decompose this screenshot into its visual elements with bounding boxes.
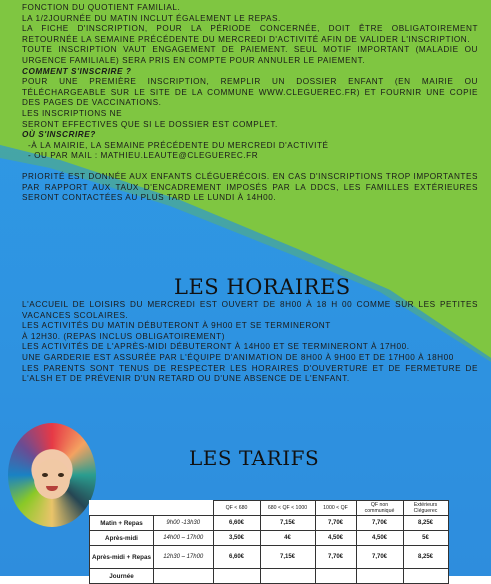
engagement-paragraph: TOUTE INSCRIPTION VAUT ENGAGEMENT DE PAIEMENT. SEUL MOTIF IMPORTANT (MALADIE OU URGENCE FAMILIALE) SERA PRIS EN COMPTE POUR ANNULER LE PAIEMENT. [22, 45, 478, 65]
row-time: 12h30 – 17h00 [154, 546, 214, 569]
price-cell: 8,25€ [403, 546, 448, 569]
child-painted-hands-photo [8, 423, 96, 527]
ou-heading: OÙ S'INSCRIRE? [22, 130, 96, 140]
row-time: 14h00 – 17h00 [154, 531, 214, 546]
price-cell: 7,70€ [356, 516, 403, 531]
price-cell [260, 569, 315, 584]
price-cell [315, 569, 356, 584]
table-row [90, 516, 449, 531]
table-row [90, 531, 449, 546]
eye [42, 473, 48, 477]
price-cell: 4,50€ [315, 531, 356, 546]
text-line: SERONT EFFECTIVES QUE SI LE DOSSIER EST COMPLET. [22, 119, 278, 129]
row-label: Après-midi [90, 531, 154, 546]
text-line: À 12H30. (REPAS INCLUS OBLIGATOIREMENT) [22, 331, 225, 341]
fiche-paragraph: LA FICHE D'INSCRIPTION, POUR LA PÉRIODE CONCERNÉE, DOIT ÊTRE OBLIGATOIREMENT RETOURNÉE LA SEMAINE PRÉCÉDENTE DU MERCREDI D'ACTIVITÉ AFIN DE VALIDER L'INSCRIPTION. [22, 24, 478, 44]
empty-cell [154, 501, 214, 516]
price-cell [356, 569, 403, 584]
accueil-paragraph: L'ACCUEIL DE LOISIRS DU MERCREDI EST OUVERT DE 8H00 À 18 H 00 COMME SUR LES PETITES VACANCES SCOLAIRES. [22, 300, 478, 320]
price-cell: 5€ [403, 531, 448, 546]
price-cell: 4,50€ [356, 531, 403, 546]
column-header: Extérieurs Cléguerec [403, 501, 448, 516]
text-line: LA 1/2JOURNÉE DU MATIN INCLUT ÉGALEMENT LE REPAS. [22, 13, 281, 23]
price-cell: 6,60€ [213, 546, 260, 569]
table-header-row [90, 501, 449, 516]
tarifs-title: LES TARIFS [189, 446, 320, 470]
price-cell: 8,25€ [403, 516, 448, 531]
price-cell: 6,60€ [213, 516, 260, 531]
ou-mail: - OU PAR MAIL : MATHIEU.LEAUTE@CLEGUEREC.FR [28, 151, 259, 161]
text-line: LES ACTIVITÉS DU MATIN DÉBUTERONT À 9H00 ET SE TERMINERONT [22, 321, 331, 331]
column-header: QF non communiqué [356, 501, 403, 516]
price-cell: 3,50€ [213, 531, 260, 546]
row-label: Journée [90, 569, 154, 584]
price-cell: 7,70€ [315, 516, 356, 531]
row-label: Matin + Repas [90, 516, 154, 531]
price-cell: 7,70€ [315, 546, 356, 569]
row-time [154, 569, 214, 584]
priorite-paragraph: PRIORITÉ EST DONNÉE AUX ENFANTS CLÉGUERÉCOIS. EN CAS D'INSCRIPTIONS TROP IMPORTANTES PAR RAPPORT AUX TAUX D'ENCADREMENT IMPOSÉS PAR LA DDCS, LES FAMILLES EXTÉRIEURES SERONT CONTACTÉES AU PLUS TARD LE LUNDI À 14H00. [22, 171, 478, 203]
row-time: 9h00 -13h30 [154, 516, 214, 531]
tarifs-table [89, 500, 449, 584]
row-label: Après-midi + Repas [90, 546, 154, 569]
eye [58, 473, 64, 477]
inscription-text [22, 3, 478, 204]
price-cell: 7,15€ [260, 546, 315, 569]
price-cell: 7,70€ [356, 546, 403, 569]
child-face [34, 459, 70, 499]
price-cell: 7,15€ [260, 516, 315, 531]
text-line: FONCTION DU QUOTIENT FAMILIAL. [22, 3, 181, 12]
price-cell [213, 569, 260, 584]
comment-paragraph: POUR UNE PREMIÈRE INSCRIPTION, REMPLIR UN DOSSIER ENFANT (EN MAIRIE OU TÉLÉCHARGEABLE SUR LE SITE DE LA COMMUNE WWW.CLEGUEREC.FR) ET FOURNIR UNE COPIE DES PAGES DE VACCINATIONS. [22, 77, 478, 108]
table-row [90, 546, 449, 569]
comment-heading: COMMENT S'INSCRIRE ? [22, 66, 132, 76]
horaires-text [22, 300, 478, 385]
text-line: LES INSCRIPTIONS NE [22, 108, 123, 118]
apresmidi-paragraph: LES ACTIVITÉS DE L'APRÈS-MIDI DÉBUTERONT À 14H00 ET SE TERMINERONT À 17H00. [22, 342, 410, 352]
price-cell: 4€ [260, 531, 315, 546]
horaires-title: LES HORAIRES [174, 275, 351, 299]
garderie-paragraph: UNE GARDERIE EST ASSURÉE PAR L'ÉQUIPE D'ANIMATION DE 8H00 À 9H00 ET DE 17H00 À 18H00 [22, 352, 454, 362]
empty-cell [90, 501, 154, 516]
price-cell [403, 569, 448, 584]
parents-paragraph: LES PARENTS SONT TENUS DE RESPECTER LES HORAIRES D'OUVERTURE ET DE FERMETURE DE L'ALSH ET DE PRÉVENIR D'UN RETARD OU D'UNE ABSENCE DE L'ENFANT. [22, 363, 478, 384]
table-row [90, 569, 449, 584]
column-header: 1000 < QF [315, 501, 356, 516]
ou-mairie: -À LA MAIRIE, LA SEMAINE PRÉCÉDENTE DU MERCREDI D'ACTIVITÉ [28, 140, 329, 150]
column-header: 680 < QF < 1000 [260, 501, 315, 516]
column-header: QF < 680 [213, 501, 260, 516]
